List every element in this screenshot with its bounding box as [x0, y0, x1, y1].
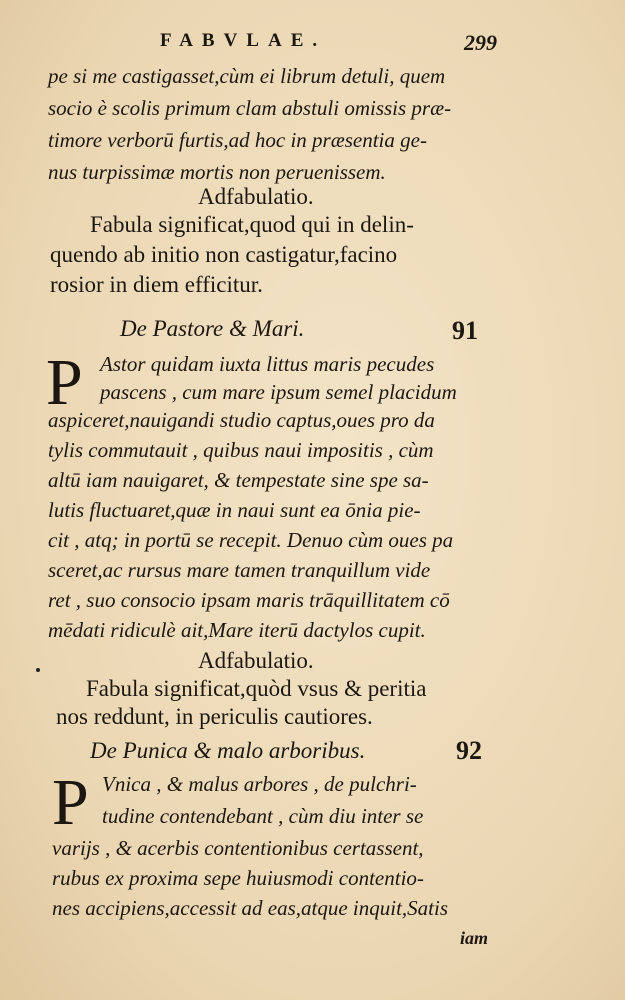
drop-capital: P [52, 766, 89, 839]
text-line: nos reddunt, in periculis cautiores. [56, 704, 373, 729]
text-line: nes accipiens,accessit ad eas,atque inquit,Satis [52, 896, 449, 920]
text-line: sceret,ac rursus mare tamen tranquillum vide [48, 558, 431, 582]
running-title: FABVLAE. [160, 30, 327, 51]
text-line: Fabula significat,quod qui in delin- [90, 212, 414, 237]
text-line: lutis fluctuaret,quæ in naui sunt ea ōnia pie- [48, 498, 421, 522]
text-line: pascens , cum mare ipsum semel placidum [100, 380, 457, 404]
fable-title: De Pastore & Mari. [120, 316, 305, 341]
text-line: tylis commutauit , quibus naui impositis , cùm [48, 438, 434, 462]
text-line: quendo ab initio non castigatur,facino [50, 242, 398, 267]
text-line: mēdati ridiculè ait,Mare iterū dactylos cupit. [48, 618, 426, 642]
section-heading: Adfabulatio. [198, 648, 314, 673]
text-line: rosior in diem efficitur. [50, 272, 263, 297]
text-line: timore verborū furtis,ad hoc in præsentia ge- [48, 128, 427, 152]
text-line: nus turpissimæ mortis non peruenissem. [48, 160, 386, 184]
text-line: Astor quidam iuxta littus maris pecudes [100, 352, 435, 376]
text-line: altū iam nauigaret, & tempestate sine spe sa- [48, 468, 429, 492]
text-line: ret , suo consocio ipsam maris trāquillitatem cō [48, 588, 450, 612]
page-number: 299 [464, 30, 497, 55]
text-line: rubus ex proxima sepe huiusmodi contentio- [52, 866, 424, 890]
drop-capital: P [46, 346, 83, 419]
catchword: iam [460, 928, 489, 948]
text-line: tudine contendebant , cùm diu inter se [102, 804, 424, 828]
text-line: socio è scolis primum clam abstuli omissis præ- [48, 96, 452, 120]
text-line: aspiceret,nauigandi studio captus,oues pro da [48, 408, 435, 432]
text-line: cit , atq; in portū se recepit. Denuo cùm oues pa [48, 528, 454, 552]
fable-number: 91 [452, 316, 478, 345]
text-line: pe si me castigasset,cùm ei librum detuli, quem [48, 64, 446, 88]
fable-number: 92 [456, 736, 482, 765]
text-line: Fabula significat,quòd vsus & peritia [86, 676, 427, 701]
fable-title: De Punica & malo arboribus. [90, 738, 366, 763]
text-line: Vnica , & malus arbores , de pulchri- [102, 772, 417, 796]
section-heading: Adfabulatio. [198, 184, 314, 209]
ink-speck [36, 668, 40, 672]
text-line: varijs , & acerbis contentionibus certassent, [52, 836, 424, 860]
